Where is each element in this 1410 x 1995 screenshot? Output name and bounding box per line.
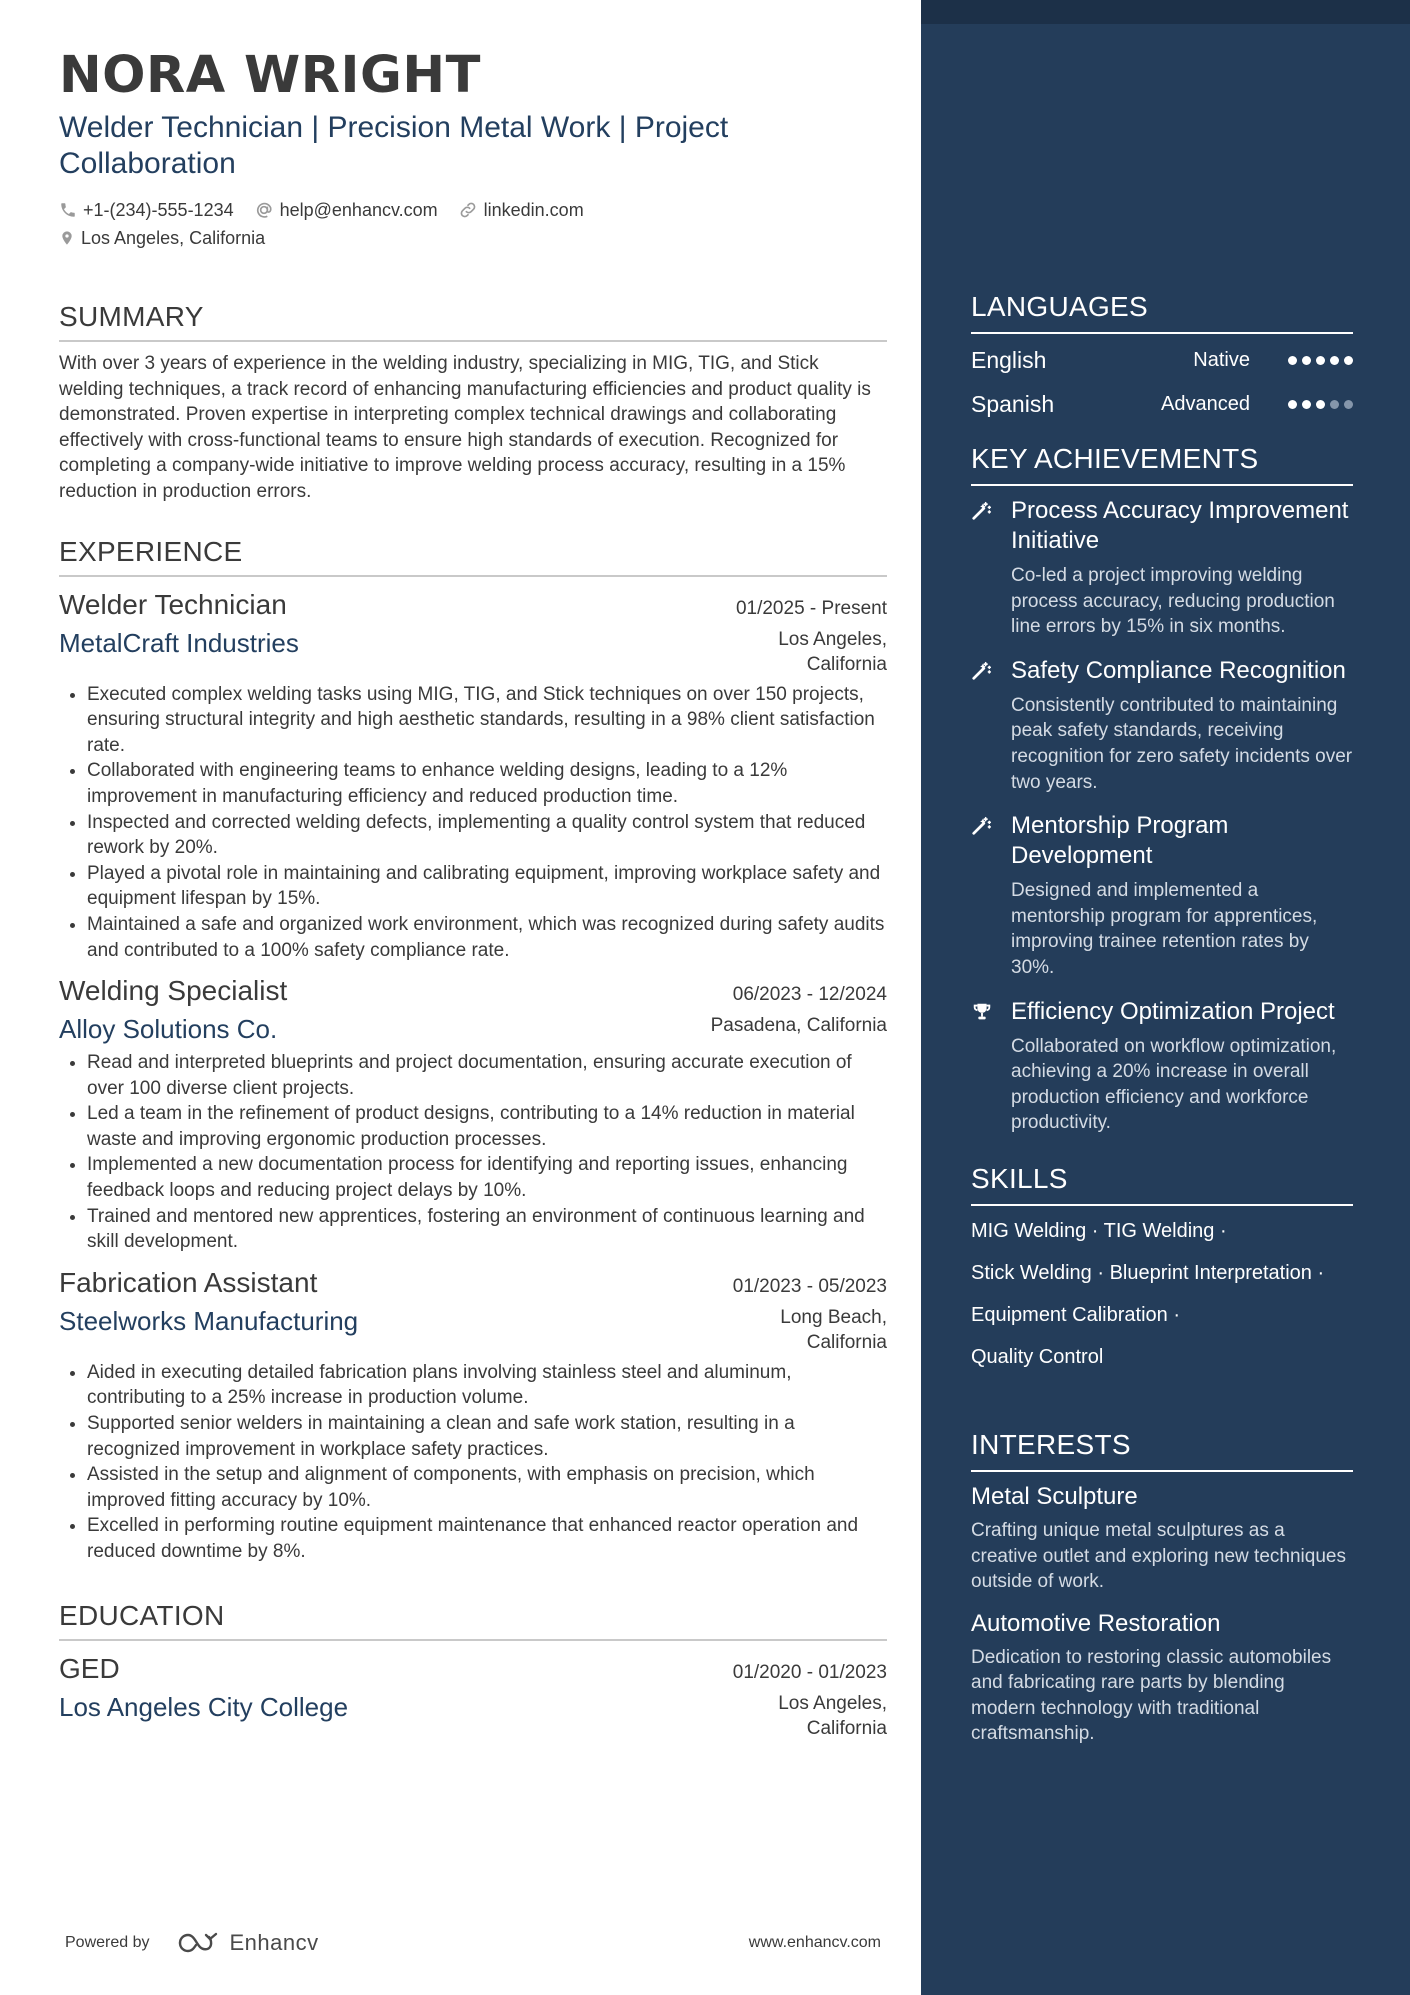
section-title-summary: SUMMARY [59, 300, 887, 342]
skills-list [971, 1210, 1353, 1378]
achievement-item [971, 496, 1353, 640]
bullet-item: • Read and interpreted blueprints and project documentation, ensuring accurate execution of over 100 diverse client projects. [87, 1050, 887, 1101]
degree: GED [59, 1652, 120, 1684]
interest-item [971, 1609, 1353, 1747]
bullet-item: • Played a pivotal role in maintaining and calibrating equipment, improving workplace safety and equipment lifespan by 15%. [87, 861, 887, 912]
bullet-item: • Aided in executing detailed fabrication plans involving stainless steel and aluminum, contributing to a 25% increase in production volume. [87, 1360, 887, 1411]
language-rating [1283, 356, 1353, 365]
job-location: Pasadena, California [710, 1015, 887, 1037]
interest-item [971, 1482, 1353, 1595]
job-location: Los Angeles, California [778, 628, 887, 675]
language-name: English [971, 346, 1047, 373]
language-level: Advanced [1161, 392, 1250, 415]
job-title: Welder Technician [59, 588, 287, 620]
job-title: Welding Specialist [59, 975, 288, 1007]
footer-url[interactable]: www.enhancv.com [748, 1934, 881, 1951]
bullet-item: • Maintained a safe and organized work environment, which was recognized during safety audits and contributed to a 100% safety compliance rate. [87, 912, 887, 963]
bullet-item: • Collaborated with engineering teams to enhance welding designs, leading to a 12% improvement in manufacturing efficiency and reduced production time. [87, 758, 887, 809]
location-pin-icon [59, 229, 75, 247]
interest-desc: Crafting unique metal sculptures as a creative outlet and exploring new techniques outside of work. [971, 1519, 1346, 1593]
achievement-item [971, 997, 1353, 1136]
company-name: Alloy Solutions Co. [59, 1014, 278, 1045]
link-icon [458, 200, 478, 220]
at-icon [254, 200, 274, 220]
trophy-icon [971, 1001, 993, 1023]
summary-text: With over 3 years of experience in the welding industry, specializing in MIG, TIG, and Stick welding techniques, a track record of enhancing manufacturing efficiencies and product quality is demonstrated. Proven expertise in interpreting complex technical drawings and collaborating effectively with cross-functional teams to ensure high standards of execution. Recognized for completing a company-wide initiative to improve welding process accuracy, resulting in a 15% reduction in production errors. [59, 353, 871, 502]
interests-section [971, 1428, 1353, 1747]
contact-phone[interactable] [59, 200, 234, 221]
interest-title: Automotive Restoration [971, 1609, 1221, 1637]
bullet-item: • Assisted in the setup and alignment of components, with emphasis on precision, which improved fitting accuracy by 10%. [87, 1462, 887, 1513]
sidebar [921, 0, 1410, 1995]
enhancv-logo-icon [176, 1931, 222, 1955]
experience-section [59, 535, 887, 1565]
magic-wand-icon [971, 815, 993, 837]
job-entry [59, 587, 887, 964]
section-title-experience: EXPERIENCE [59, 535, 887, 577]
phone-text: +1-(234)-555-1234 [83, 199, 234, 220]
job-entry [59, 1265, 887, 1565]
achievement-item [971, 811, 1353, 980]
achievement-desc: Consistently contributed to maintaining peak safety standards, receiving recognition for zero safety incidents over two years. [1011, 694, 1353, 793]
section-title-languages: LANGUAGES [971, 290, 1353, 334]
bullet-item: • Implemented a new documentation process for identifying and reporting issues, enhancing feedback loops and reducing project delays by 10%. [87, 1152, 887, 1203]
achievement-title: Safety Compliance Recognition [1011, 656, 1346, 684]
education-date: 01/2020 - 01/2023 [732, 1661, 887, 1683]
location-text: Los Angeles, California [81, 227, 266, 248]
job-bullets [59, 1360, 887, 1565]
enhancv-brand[interactable]: Enhancv [229, 1930, 319, 1955]
contact-info [59, 196, 887, 252]
company-name: MetalCraft Industries [59, 627, 299, 658]
skill-line: MIG Welding · TIG Welding · [971, 1219, 1227, 1242]
school-name: Los Angeles City College [59, 1691, 349, 1722]
magic-wand-icon [971, 500, 993, 522]
job-date: 01/2025 - Present [735, 597, 887, 619]
phone-icon [59, 201, 77, 219]
interest-desc: Dedication to restoring classic automobiles and fabricating rare parts by blending modern technology with traditional craftsmanship. [971, 1646, 1332, 1745]
bullet-item: • Supported senior welders in maintaining a clean and safe work station, resulting in a recognized improvement in workplace safety practices. [87, 1411, 887, 1462]
section-title-education: EDUCATION [59, 1599, 887, 1641]
bullet-item: • Inspected and corrected welding defects, implementing a quality control system that reduced rework by 20%. [87, 810, 887, 861]
candidate-name: NORA WRIGHT [59, 46, 481, 105]
bullet-item: • Trained and mentored new apprentices, fostering an environment of continuous learning and skill development. [87, 1204, 887, 1255]
languages-section [971, 290, 1353, 426]
language-item [971, 382, 1353, 426]
achievement-title: Process Accuracy Improvement Initiative [1011, 497, 1349, 554]
contact-location [59, 228, 265, 249]
achievement-title: Mentorship Program Development [1011, 812, 1229, 870]
school-location: Los Angeles, California [778, 1692, 887, 1739]
footer [65, 1930, 881, 1956]
linkedin-text: linkedin.com [483, 199, 584, 220]
job-date: 01/2023 - 05/2023 [732, 1275, 887, 1297]
achievement-desc: Co-led a project improving welding process accuracy, reducing production line errors by 15% in six months. [1011, 565, 1335, 638]
headline: Welder Technician | Precision Metal Work | Project Collaboration [59, 111, 729, 180]
contact-linkedin[interactable] [458, 200, 584, 221]
achievements-section [971, 442, 1353, 1136]
language-rating [1283, 400, 1353, 409]
bullet-item: • Executed complex welding tasks using MIG, TIG, and Stick techniques on over 150 projects, ensuring structural integrity and high aesthetic standards, resulting in a 98% client satisfaction rate. [87, 682, 887, 759]
language-name: Spanish [971, 390, 1055, 417]
language-item [971, 338, 1353, 382]
bullet-item: • Excelled in performing routine equipment maintenance that enhanced reactor operation and reduced downtime by 8%. [87, 1513, 887, 1564]
bullet-item: • Led a team in the refinement of product designs, contributing to a 14% reduction in material waste and improving ergonomic production processes. [87, 1101, 887, 1152]
job-bullets [59, 682, 887, 964]
achievement-desc: Designed and implemented a mentorship program for apprentices, improving trainee retention rates by 30%. [1011, 880, 1318, 978]
section-title-skills: SKILLS [971, 1162, 1353, 1206]
company-name: Steelworks Manufacturing [59, 1305, 359, 1336]
achievement-item [971, 656, 1353, 795]
job-entry [59, 973, 887, 1255]
language-level: Native [1193, 348, 1250, 371]
job-date: 06/2023 - 12/2024 [732, 984, 887, 1006]
job-bullets [59, 1050, 887, 1255]
powered-by-label: Powered by [65, 1934, 150, 1951]
contact-email[interactable] [254, 200, 438, 221]
skill-line: Stick Welding · Blueprint Interpretation · [971, 1261, 1325, 1284]
achievement-desc: Collaborated on workflow optimization, achieving a 20% increase in overall production efficiency and workforce productivity. [1011, 1035, 1337, 1134]
magic-wand-icon [971, 660, 993, 682]
skill-line: Equipment Calibration · [971, 1303, 1180, 1326]
job-location: Long Beach, California [780, 1306, 887, 1353]
sidebar-top-band [921, 0, 1410, 24]
achievement-title: Efficiency Optimization Project [1011, 997, 1335, 1025]
skills-section [971, 1162, 1353, 1378]
section-title-interests: INTERESTS [971, 1428, 1353, 1472]
education-entry [59, 1651, 887, 1741]
email-text: help@enhancv.com [279, 199, 438, 220]
skill-line: Quality Control [971, 1345, 1104, 1368]
interest-title: Metal Sculpture [971, 1482, 1138, 1510]
section-title-achievements: KEY ACHIEVEMENTS [971, 442, 1353, 486]
summary-section [59, 300, 887, 505]
education-section [59, 1599, 887, 1741]
job-title: Fabrication Assistant [59, 1266, 318, 1298]
